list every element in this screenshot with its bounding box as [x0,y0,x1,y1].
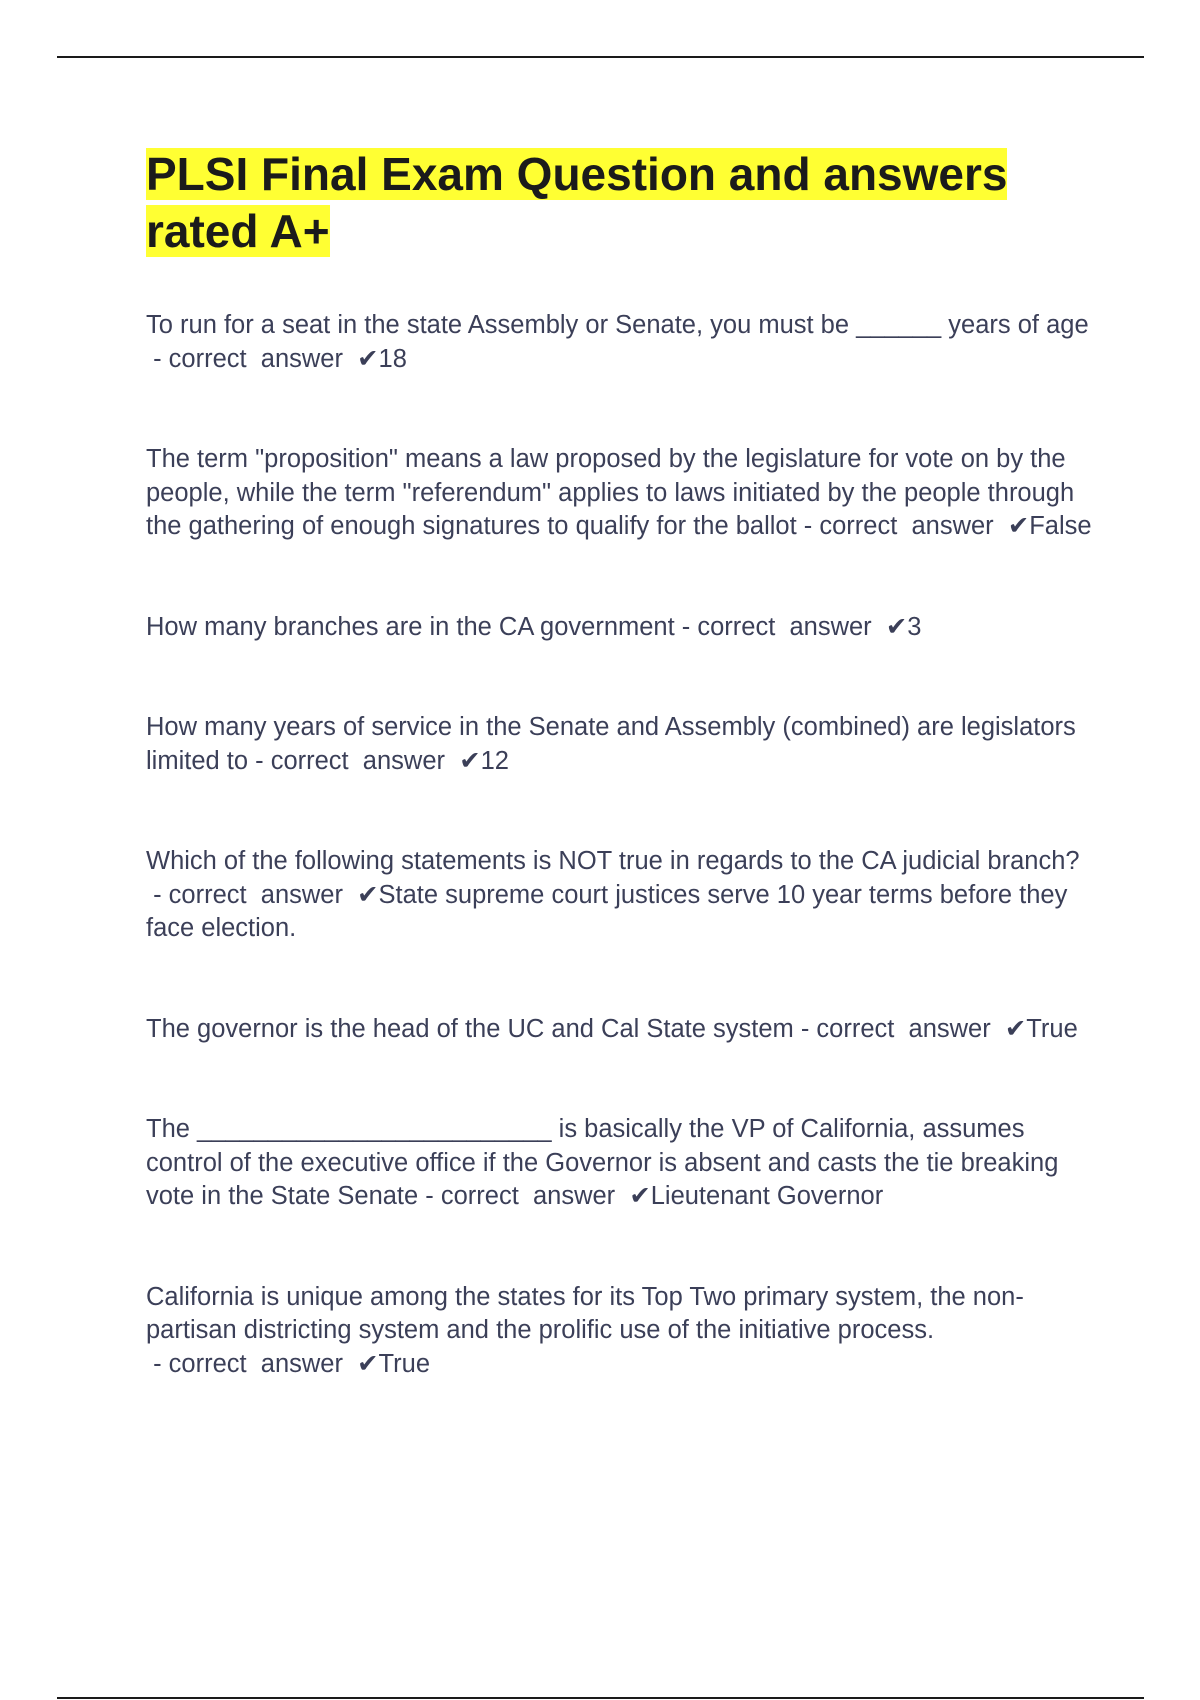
question-text: How many years of service in the Senate and Assembly (combined) are legislators limited to [146,713,1076,775]
question-text: To run for a seat in the state Assembly or Senate, you must be ______ years of age [146,311,1089,339]
answer-text: Lieutenant Governor [650,1182,884,1210]
qa-item [146,711,1096,778]
answer-text: True [378,1349,431,1378]
question-text: How many branches are in the CA government [146,612,675,641]
qa-item [146,1013,1096,1047]
check-icon: ✔ [357,880,379,909]
answer-text: True [1026,1014,1078,1043]
qa-list [146,309,1096,1381]
answer-text: 18 [378,344,407,373]
qa-item [146,611,1096,645]
answer-prefix: - correct answer [146,880,358,909]
answer-text: State supreme court justices serve 10 year terms before they face election. [146,880,1068,942]
qa-item [146,309,1096,376]
question-text: The term "proposition" means a law proposed by the legislature for vote on by the people, while the term "referendum" applies to laws initiated by the people through the gathering of enough signatures to qualify for the ballot [146,445,1075,540]
answer-prefix: - correct answer [248,746,460,775]
bottom-rule [57,1697,1144,1699]
check-icon: ✔ [1007,512,1030,540]
answer-prefix: - correct answer [146,1349,358,1378]
qa-item [146,443,1096,544]
check-icon: ✔ [629,1182,651,1210]
question-text: California is unique among the states for its Top Two primary system, the non-partisan districting system and the prolific use of the initiative process. [146,1282,1024,1344]
check-icon: ✔ [459,746,481,775]
answer-prefix: - correct answer [418,1182,630,1210]
qa-item [146,1281,1096,1382]
answer-text: 12 [480,746,509,775]
answer-text: False [1029,512,1092,540]
answer-text: 3 [907,612,922,641]
answer-prefix: - correct answer [793,1014,1005,1043]
qa-item [146,1113,1096,1214]
check-icon: ✔ [1004,1014,1027,1043]
check-icon: ✔ [357,1349,379,1378]
check-icon: ✔ [885,612,908,641]
answer-prefix: - correct answer [674,612,886,641]
question-text: Which of the following statements is NOT true in regards to the CA judicial branch? [146,847,1080,875]
top-rule [57,56,1144,58]
answer-prefix: - correct answer [796,512,1008,540]
question-text: The _________________________ is basically the VP of California, assumes control of the executive office if the Governor is absent and casts the tie breaking vote in the State Senate [146,1115,1059,1210]
question-text: The governor is the head of the UC and Cal State system [146,1014,794,1043]
qa-item [146,845,1096,946]
title-highlight: PLSI Final Exam Question and answers rated A+ [146,148,1008,257]
check-icon: ✔ [357,344,379,373]
document-title [146,146,1096,260]
document-body [146,146,1096,1381]
answer-prefix: - correct answer [146,344,358,373]
